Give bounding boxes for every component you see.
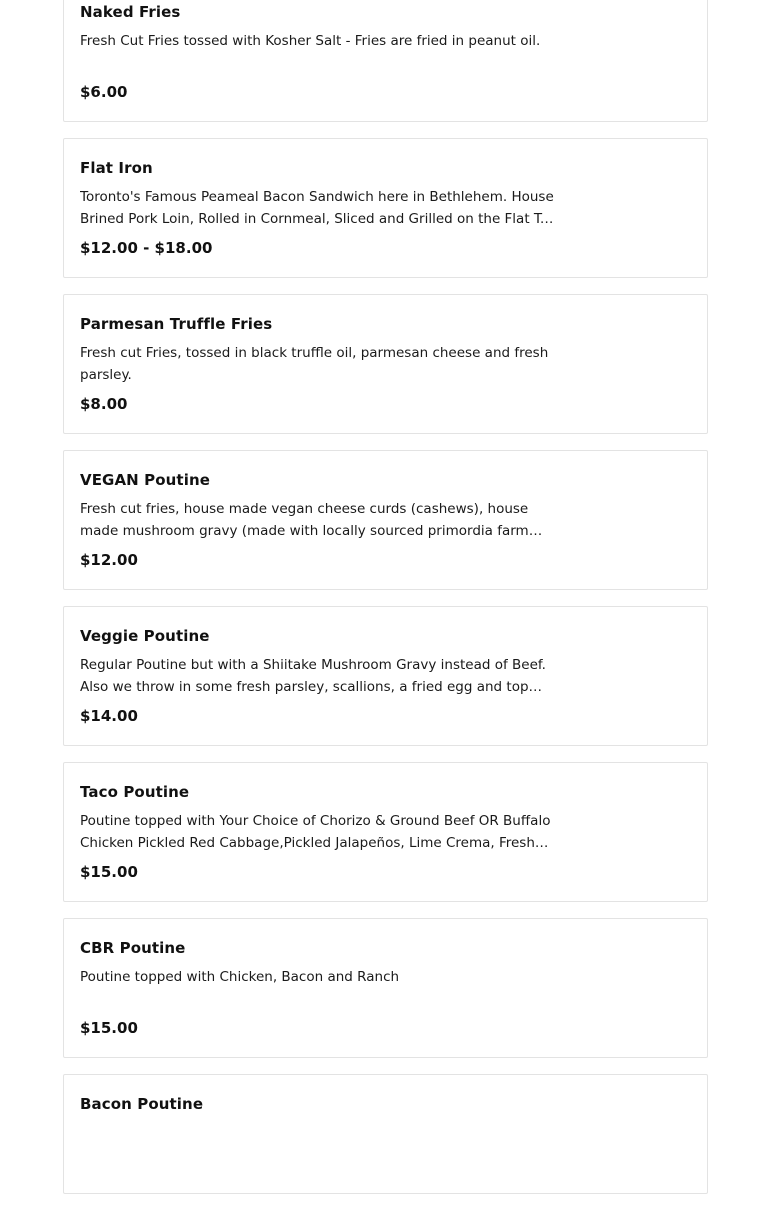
menu-item-card-flat-iron[interactable] <box>63 138 708 278</box>
menu-item-description: Regular Poutine but with a Shiitake Mushroom Gravy instead of Beef. Also we throw in some fresh parsley, scallions, a fried egg and top <box>80 657 546 695</box>
menu-item-name: Flat Iron <box>80 159 153 177</box>
menu-item-name: Veggie Poutine <box>80 627 210 645</box>
menu-item-description <box>80 1122 560 1166</box>
menu-item-name: Naked Fries <box>80 3 181 21</box>
menu-item-card-bacon-poutine[interactable] <box>63 1074 708 1194</box>
menu-item-price: $12.00 - $18.00 <box>80 239 213 257</box>
menu-item-description: Fresh Cut Fries tossed with Kosher Salt - Fries are fried in peanut oil. <box>80 33 541 49</box>
menu-item-price: $15.00 <box>80 863 138 881</box>
menu-item-card-vegan-poutine[interactable] <box>63 450 708 590</box>
menu-item-price: $6.00 <box>80 83 128 101</box>
menu-item-list <box>63 0 708 1210</box>
menu-item-card-taco-poutine[interactable] <box>63 762 708 902</box>
menu-item-price: $15.00 <box>80 1019 138 1037</box>
menu-item-description: Fresh cut Fries, tossed in black truffle oil, parmesan cheese and fresh parsley. <box>80 345 549 383</box>
menu-item-card-veggie-poutine[interactable] <box>63 606 708 746</box>
menu-item-price <box>80 1174 691 1193</box>
menu-item-card-cbr-poutine[interactable] <box>63 918 708 1058</box>
menu-item-description: Poutine topped with Chicken, Bacon and Ranch <box>80 969 400 985</box>
menu-item-name: VEGAN Poutine <box>80 471 210 489</box>
menu-item-card-parmesan-truffle-fries[interactable] <box>63 294 708 434</box>
menu-item-price: $14.00 <box>80 707 138 725</box>
menu-item-description: Toronto's Famous Peameal Bacon Sandwich here in Bethlehem. House Brined Pork Loin, Rolled in Cornmeal, Sliced and Grilled on the Flat Top <box>80 189 557 227</box>
menu-item-description: Poutine topped with Your Choice of Chorizo & Ground Beef OR Buffalo Chicken Pickled Red Cabbage,Pickled Jalapeños, Lime Crema, Fresh <box>80 813 551 851</box>
menu-item-name: Parmesan Truffle Fries <box>80 315 273 333</box>
menu-item-name: Taco Poutine <box>80 783 190 801</box>
menu-item-description: Fresh cut fries, house made vegan cheese curds (cashews), house made mushroom gravy (made with locally sourced primordia farm <box>80 501 529 539</box>
menu-item-card-naked-fries[interactable] <box>63 0 708 122</box>
menu-item-name: CBR Poutine <box>80 939 186 957</box>
menu-item-name: Bacon Poutine <box>80 1095 204 1113</box>
menu-item-price: $8.00 <box>80 395 128 413</box>
menu-item-price: $12.00 <box>80 551 138 569</box>
